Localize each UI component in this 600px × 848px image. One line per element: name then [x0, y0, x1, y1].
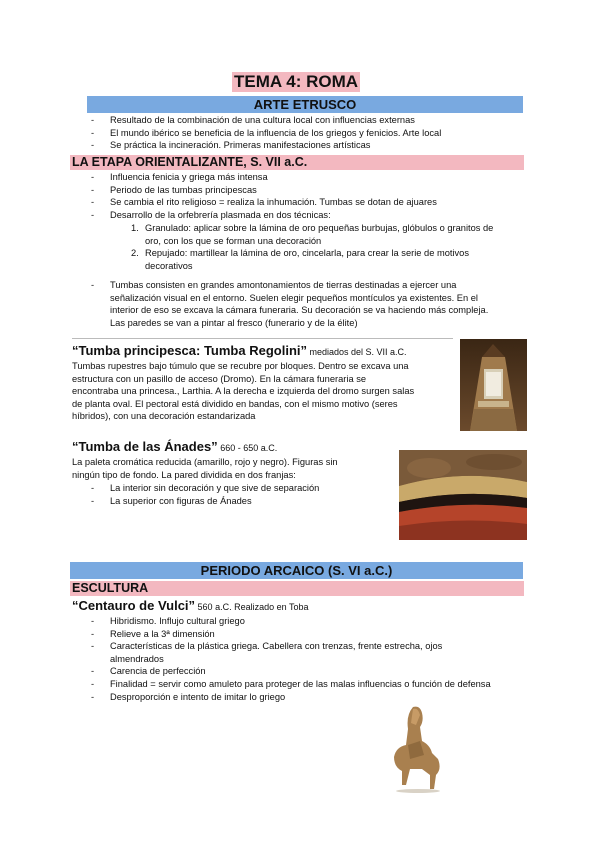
text-line: La paleta cromática reducida (amarillo, rojo y negro). Figuras sin	[72, 457, 338, 467]
tumbas-bullet	[110, 279, 535, 329]
list-item: - Periodo de las tumbas principescas	[110, 184, 530, 197]
item-heading-regolini	[72, 343, 407, 358]
item-number: 1.	[131, 223, 139, 233]
text-line: Las paredes se van a pintar al fresco (funerario y de la élite)	[110, 317, 358, 328]
centauro-bullet-list	[110, 615, 540, 703]
item-heading-centauro	[72, 598, 308, 613]
section-header-orientalizante: LA ETAPA ORIENTALIZANTE, S. VII a.C.	[70, 155, 524, 170]
item-title: “Tumba de las Ánades”	[72, 439, 218, 454]
list-item: - Hibridismo. Influjo cultural griego	[110, 615, 540, 628]
tumba-anades-photo	[399, 450, 527, 540]
list-item: - Finalidad = servir como amuleto para proteger de las malas influencias o función de defensa	[110, 678, 540, 691]
text-line: - Tumbas consisten en grandes amontonamientos de tierras destinadas a ejercer una	[110, 280, 457, 290]
list-item: - Desarrollo de la orfebrería plasmada en dos técnicas:	[110, 209, 530, 222]
list-item: - Resultado de la combinación de una cultura local con influencias externas	[110, 114, 530, 127]
list-item	[110, 279, 535, 329]
text-line: estructura con un pasillo de acceso (Dromo). En la cámara funeraria se	[72, 373, 367, 384]
list-item	[131, 247, 535, 272]
divider	[72, 338, 453, 339]
list-item: - Carencia de perfección	[110, 665, 540, 678]
centauro-de-vulci-photo	[380, 703, 450, 793]
list-item: - Desproporción e intento de imitar lo griego	[110, 691, 540, 704]
text-line: híbridos), con una decoración estandarizada	[72, 411, 256, 422]
text-line: de planta oval. El pectoral está dividido en bandas, con el mismo motivo (seres	[72, 398, 398, 409]
item-number: 2.	[131, 248, 139, 259]
list-item: - Se cambia el rito religioso = realiza la inhumación. Tumbas se dotan de ajuares	[110, 196, 530, 209]
tumba-regolini-photo	[460, 339, 527, 431]
item-date: 660 - 650 a.C.	[217, 443, 278, 453]
item-date: mediados del S. VII a.C.	[307, 347, 407, 357]
text-line: Tumbas rupestres bajo túmulo que se recubre por bloques. Dentro se excava una	[72, 361, 409, 371]
regolini-description	[72, 360, 452, 423]
list-item: - El mundo ibérico se beneficia de la influencia de los griegos y fenicios. Arte local	[110, 127, 530, 140]
list-item: - Influencia fenicia y griega más intensa	[110, 171, 530, 184]
item-heading-anades	[72, 439, 277, 454]
section-header-arte-etrusco: ARTE ETRUSCO	[87, 96, 523, 113]
item-text: Repujado: martillear la lámina de oro, cincelarla, para crear la serie de motivos	[145, 248, 469, 259]
text-line: señalización visual en el entorno. Suelen elegir pequeños montículos ya existentes. En el	[110, 292, 478, 303]
text-line: ningún tipo de fondo. La pared dividida en dos franjas:	[72, 469, 296, 480]
anades-description	[72, 456, 402, 481]
item-text: Granulado: aplicar sobre la lámina de oro pequeñas burbujas, glóbulos o granitos de	[145, 223, 494, 233]
section-header-escultura: ESCULTURA	[70, 581, 524, 596]
item-text: decorativos	[145, 260, 193, 271]
item-text: oro, con los que se forman una decoración	[145, 235, 322, 246]
list-item: - Se práctica la incineración. Primeras manifestaciones artísticas	[110, 139, 530, 152]
anades-bullet-list	[110, 482, 410, 507]
section-header-periodo-arcaico: PERIODO ARCAICO (S. VI a.C.)	[70, 562, 523, 579]
list-item: - La superior con figuras de Ánades	[110, 495, 410, 508]
orfebreria-technique-list	[131, 222, 535, 272]
list-item	[110, 640, 540, 665]
text-line: almendrados	[110, 653, 164, 664]
page-title: TEMA 4: ROMA	[234, 72, 359, 91]
item-title: “Centauro de Vulci”	[72, 598, 196, 613]
item-title: “Tumba principesca: Tumba Regolini”	[72, 343, 307, 358]
list-item	[131, 222, 535, 247]
list-item: - Relieve a la 3ª dimensión	[110, 628, 540, 641]
list-item: - La interior sin decoración y que sive de separación	[110, 482, 410, 495]
etrusco-bullet-list	[110, 114, 530, 152]
text-line: interior de eso se excava la cámara funeraria. Su decoración se va haciendo más compleja.	[110, 305, 489, 316]
text-line: - Características de la plástica griega. Cabellera con trenzas, frente estrecha, ojos	[110, 641, 443, 652]
item-date: 560 a.C. Realizado en Toba	[195, 602, 309, 612]
text-line: encontraba una princesa., Larthia. A la derecha e izquierda del dromo surgen salas	[72, 386, 415, 397]
orientalizante-bullet-list	[110, 171, 530, 221]
